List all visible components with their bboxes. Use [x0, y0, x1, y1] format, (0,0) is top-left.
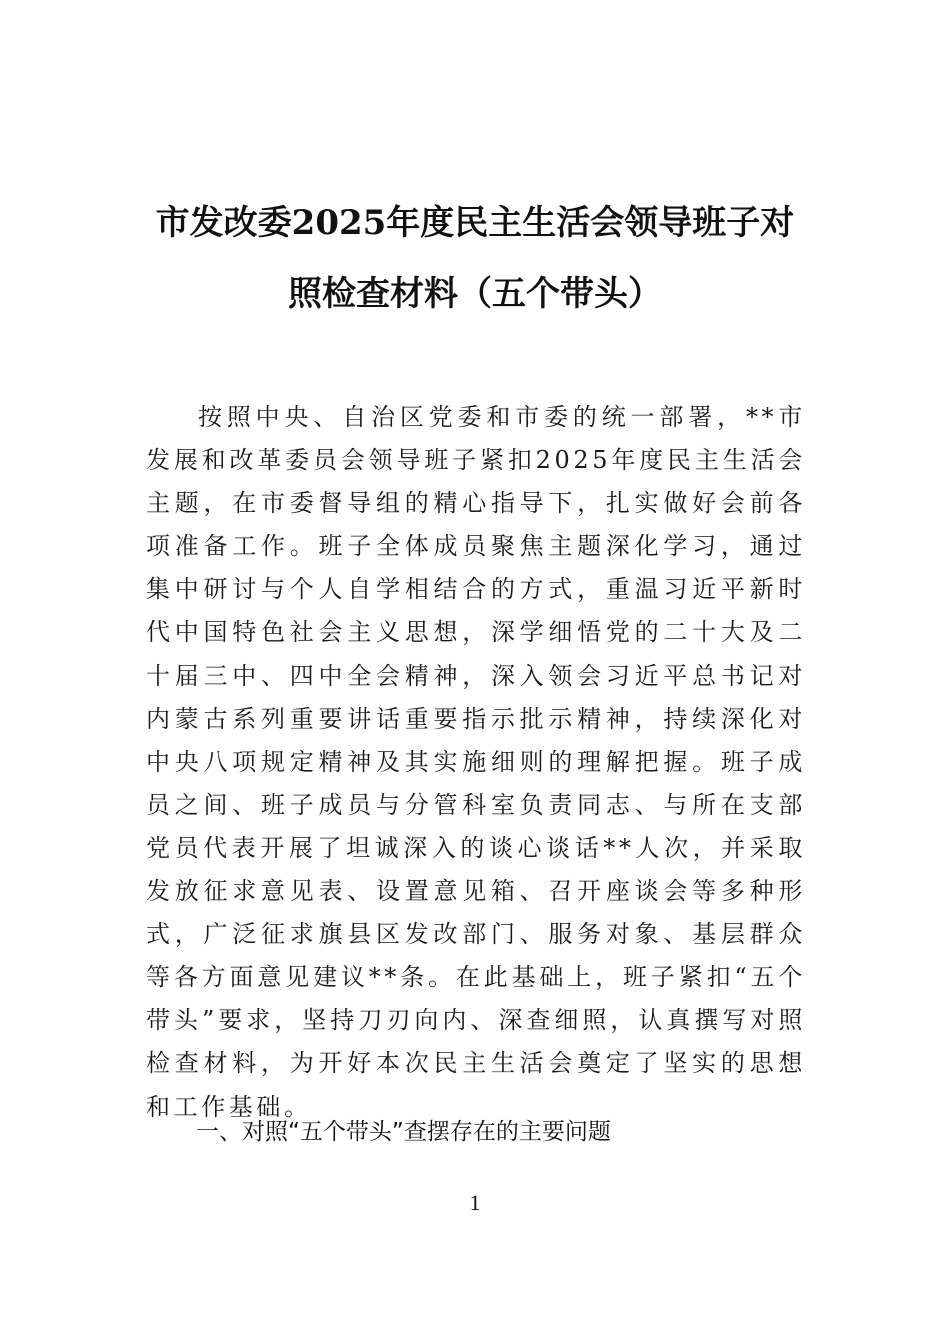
intro-paragraph: 按照中央、自治区党委和市委的统一部署，**市发展和改革委员会领导班子紧扣2025年度民主生活会主题，在市委督导组的精心指导下，扎实做好会前各项准备工作。班子全体成员聚焦主题深化学习，通过集中研讨与个人自学相结合的方式，重温习近平新时代中国特色社会主义思想，深学细悟党的二十大及二十届三中、四中全会精神，深入领会习近平总书记对内蒙古系列重要讲话重要指示批示精神，持续深化对中央八项规定精神及其实施细则的理解把握。班子成员之间、班子成员与分管科室负责同志、与所在支部党员代表开展了坦诚深入的谈心谈话**人次，并采取发放征求意见表、设置意见箱、召开座谈会等多种形式，广泛征求旗县区发改部门、服务对象、基层群众等各方面意见建议**条。在此基础上，班子紧扣“五个带头”要求，坚持刀刃向内、深查细照，认真撰写对照检查材料，为开好本次民主生活会奠定了坚实的思想和工作基础。	[146, 403, 806, 1121]
section-heading: 一、对照“五个带头”查摆存在的主要问题	[196, 1119, 611, 1145]
title-line-1: 市发改委2025年度民主生活会领导班子对	[155, 203, 795, 243]
page-number: 1	[469, 1190, 481, 1215]
document-title	[140, 188, 810, 330]
title-line-2: 照检查材料（五个带头）	[288, 274, 662, 314]
